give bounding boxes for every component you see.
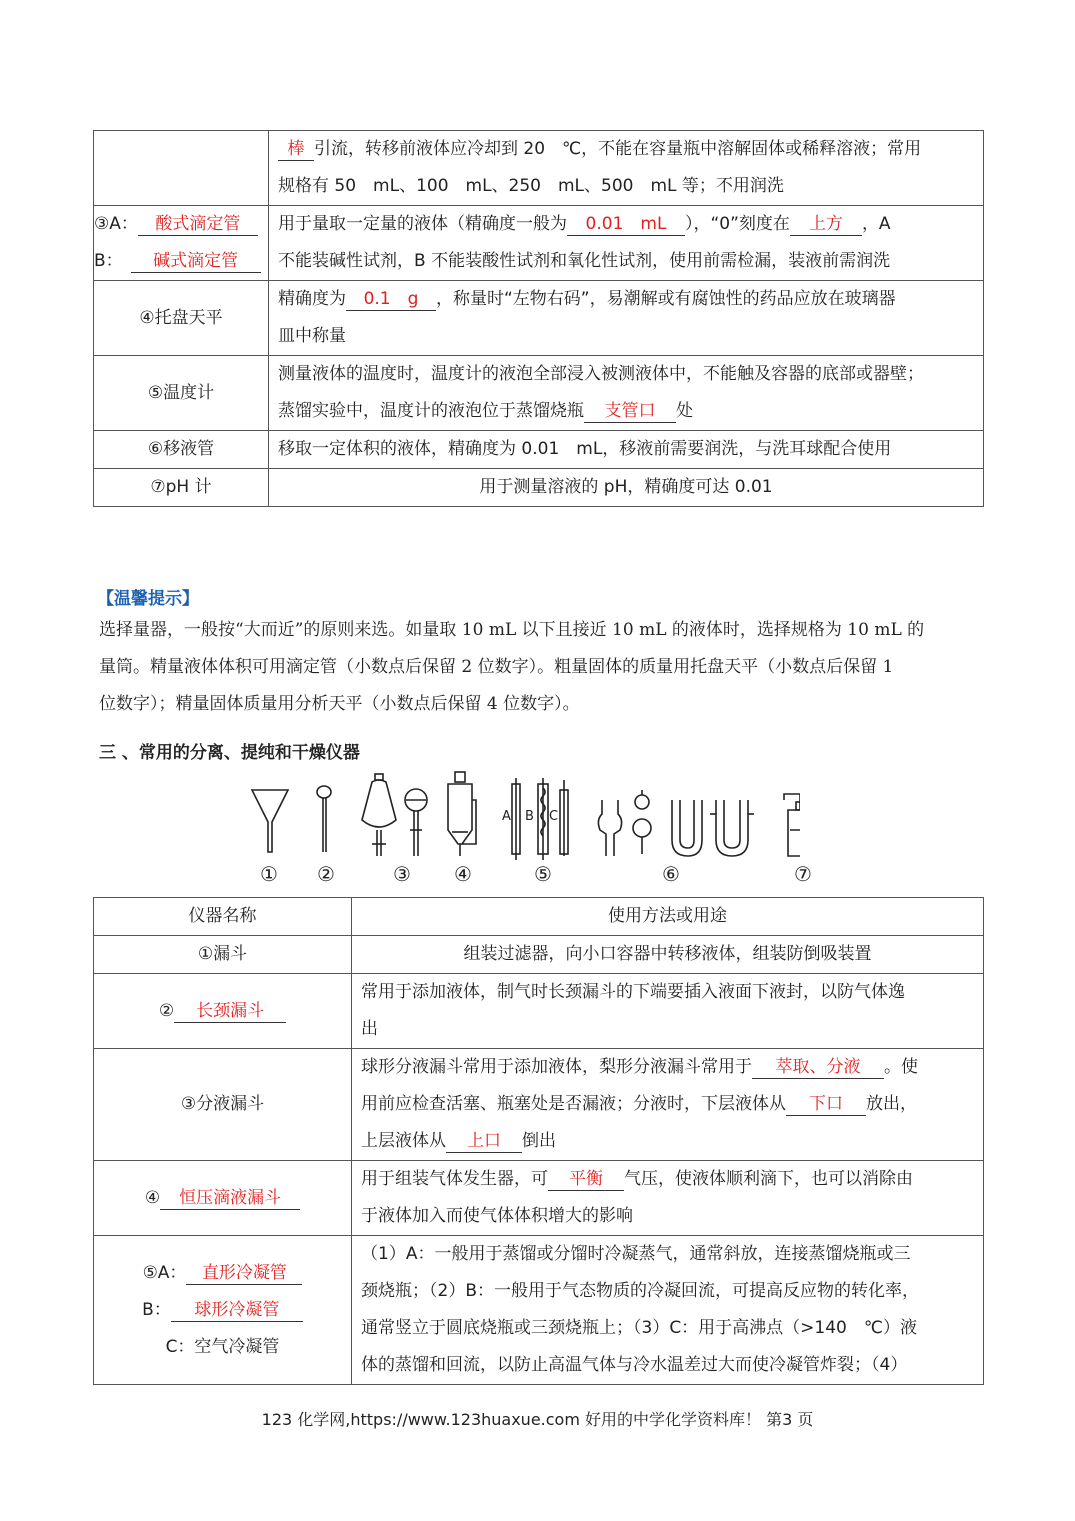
- cell-text: B：: [142, 1299, 171, 1320]
- cell-text: ③A：: [94, 214, 138, 234]
- cell-text: 处: [676, 401, 693, 421]
- instrument-label: ⑦: [794, 862, 812, 886]
- condensers-drawing: [512, 778, 568, 860]
- table-cell: ④托盘天平: [94, 281, 269, 356]
- table-cell: [269, 206, 984, 281]
- tip-title: 【温馨提示】: [97, 589, 199, 609]
- instrument-illustration: [240, 770, 800, 860]
- table-row: [94, 356, 984, 431]
- instrument-label: ①: [260, 862, 278, 886]
- cell-text: C：空气冷凝管: [165, 1336, 280, 1357]
- column-header: 使用方法或用途: [352, 898, 984, 936]
- cell-text: 颈烧瓶；（2）B：一般用于气态物质的冷凝回流，可提高反应物的转化率，: [361, 1281, 919, 1301]
- cell-text: ⑤A：: [142, 1262, 187, 1283]
- table-cell: [94, 974, 352, 1049]
- cell-text: 上层液体从: [361, 1131, 446, 1151]
- table-row: [94, 131, 984, 206]
- answer-blank: 0.01 mL: [567, 213, 685, 236]
- instrument-table-2: [93, 897, 984, 1385]
- instrument-label: ⑤: [534, 862, 552, 886]
- constant-pressure-funnel-drawing: [448, 772, 476, 856]
- tip-paragraph: [99, 612, 999, 723]
- long-neck-funnel-drawing: [317, 786, 331, 852]
- section-title: 三 、常用的分离、提纯和干燥仪器: [99, 743, 360, 763]
- cell-text: 常用于添加液体，制气时长颈漏斗的下端要插入液面下液封，以防气体逸: [361, 982, 905, 1002]
- spherical-separatory-funnel-drawing: [405, 789, 427, 856]
- table-cell: [352, 1236, 984, 1385]
- gas-washing-bottle-drawing: [784, 794, 800, 856]
- table-cell: ⑥移液管: [94, 431, 269, 469]
- cell-text: 球形分液漏斗常用于添加液体，梨形分液漏斗常用于: [361, 1057, 752, 1077]
- page-footer: 123 化学网,https://www.123huaxue.com 好用的中学化学资料库！ 第3 页: [261, 1410, 814, 1429]
- instrument-label: ④: [454, 862, 472, 886]
- cell-text: 放出，: [866, 1094, 917, 1114]
- tip-line: 量筒。精量液体体积可用滴定管（小数点后保留 2 位数字）。粗量固体的质量用托盘天平（小数点后保留 1: [99, 657, 894, 677]
- answer-blank: 球形冷凝管: [171, 1299, 303, 1322]
- table-header-row: [94, 898, 984, 936]
- answer-blank: 萃取、分液: [752, 1056, 884, 1079]
- cell-text: B：: [94, 251, 123, 271]
- table-cell: [352, 974, 984, 1049]
- drying-tubes-drawing: [598, 790, 754, 856]
- table-row: [94, 281, 984, 356]
- table-row: [94, 206, 984, 281]
- table-cell: ①漏斗: [94, 936, 352, 974]
- cell-text: ④: [144, 1187, 161, 1208]
- instrument-label: ⑥: [662, 862, 680, 886]
- table-row: [94, 936, 984, 974]
- table-row: [94, 1161, 984, 1236]
- cell-text: 体的蒸馏和回流，以防止高温气体与冷水温差过大而使冷凝管炸裂；（4）: [361, 1355, 908, 1375]
- answer-blank: 酸式滴定管: [138, 213, 258, 236]
- cell-text: 蒸馏实验中，温度计的液泡位于蒸馏烧瓶: [278, 401, 584, 421]
- cell-text: 引流，转移前液体应冷却到 20 ℃，不能在容量瓶中溶解固体或稀释溶液；常用: [314, 139, 922, 159]
- table-cell: [94, 1236, 352, 1385]
- answer-blank: 碱式滴定管: [131, 250, 261, 273]
- answer-blank: 恒压滴液漏斗: [160, 1187, 300, 1210]
- cell-text: 测量液体的温度时，温度计的液泡全部浸入被测液体中，不能触及容器的底部或器壁；: [278, 364, 924, 384]
- column-header: 仪器名称: [94, 898, 352, 936]
- table-cell: 组装过滤器，向小口容器中转移液体，组装防倒吸装置: [352, 936, 984, 974]
- pear-separatory-funnel-drawing: [362, 774, 396, 856]
- answer-blank: 上口: [446, 1130, 522, 1153]
- condenser-letter: A: [502, 809, 511, 824]
- table-cell: 移取一定体积的液体，精确度为 0.01 mL，移液前需要润洗，与洗耳球配合使用: [269, 431, 984, 469]
- table-cell: [352, 1049, 984, 1161]
- table-cell: [94, 131, 269, 206]
- cell-text: 用于组装气体发生器，可: [361, 1169, 548, 1189]
- cell-text: 倒出: [522, 1131, 556, 1151]
- cell-text: 用于量取一定量的液体（精确度一般为: [278, 214, 567, 234]
- cell-text: （1）A：一般用于蒸馏或分馏时冷凝蒸气，通常斜放，连接蒸馏烧瓶或三: [361, 1244, 911, 1264]
- answer-blank: 直形冷凝管: [186, 1262, 302, 1285]
- table-cell: ⑤温度计: [94, 356, 269, 431]
- cell-text: 于液体加入而使气体体积增大的影响: [361, 1206, 633, 1226]
- table-cell: [94, 206, 269, 281]
- cell-text: ，A: [861, 214, 891, 234]
- table-cell: [94, 1161, 352, 1236]
- cell-text: ②: [158, 1000, 175, 1021]
- table-row: [94, 431, 984, 469]
- instrument-label: ②: [317, 862, 335, 886]
- answer-blank: 平衡: [548, 1168, 624, 1191]
- answer-blank: 棒: [278, 138, 314, 161]
- cell-text: 用前应检查活塞、瓶塞处是否漏液；分液时，下层液体从: [361, 1094, 786, 1114]
- answer-blank: 0.1 g: [346, 288, 436, 311]
- cell-text: 通常竖立于圆底烧瓶或三颈烧瓶上；（3）C：用于高沸点（>140 ℃）液: [361, 1318, 917, 1338]
- cell-text: 出: [361, 1019, 378, 1039]
- table-row: [94, 469, 984, 507]
- cell-text: 精确度为: [278, 289, 346, 309]
- tip-line: 选择量器，一般按“大而近”的原则来选。如量取 10 mL 以下且接近 10 mL 的液体时，选择规格为 10 mL 的: [99, 620, 925, 640]
- cell-text: ，称量时“左物右码”，易潮解或有腐蚀性的药品应放在玻璃器: [436, 289, 896, 309]
- table-row: [94, 974, 984, 1049]
- condenser-letter: C: [549, 809, 559, 824]
- table-cell: [269, 356, 984, 431]
- answer-blank: 长颈漏斗: [174, 1000, 286, 1023]
- instrument-table-1: [93, 130, 984, 507]
- table-row: [94, 1049, 984, 1161]
- cell-text: 规格有 50 mL、100 mL、250 mL、500 mL 等；不用润洗: [278, 176, 784, 196]
- table-cell: [269, 131, 984, 206]
- answer-blank: 上方: [790, 213, 862, 236]
- cell-text: 皿中称量: [278, 326, 346, 346]
- cell-text: 气压，使液体顺利滴下，也可以消除由: [624, 1169, 913, 1189]
- funnel-drawing: [252, 790, 288, 852]
- table-cell: ⑦pH 计: [94, 469, 269, 507]
- answer-blank: 支管口: [584, 400, 676, 423]
- answer-blank: 下口: [786, 1093, 866, 1116]
- table-cell: [352, 1161, 984, 1236]
- cell-text: ），“0”刻度在: [685, 214, 790, 234]
- table-row: [94, 1236, 984, 1385]
- table-cell: 用于测量溶液的 pH，精确度可达 0.01: [269, 469, 984, 507]
- instrument-label: ③: [393, 862, 411, 886]
- cell-text: 。使: [884, 1057, 918, 1077]
- table-cell: ③分液漏斗: [94, 1049, 352, 1161]
- table-cell: [269, 281, 984, 356]
- cell-text: 不能装碱性试剂，B 不能装酸性试剂和氧化性试剂，使用前需检漏，装液前需润洗: [278, 251, 891, 271]
- tip-line: 位数字）；精量固体质量用分析天平（小数点后保留 4 位数字）。: [99, 694, 580, 714]
- condenser-letter: B: [525, 809, 534, 824]
